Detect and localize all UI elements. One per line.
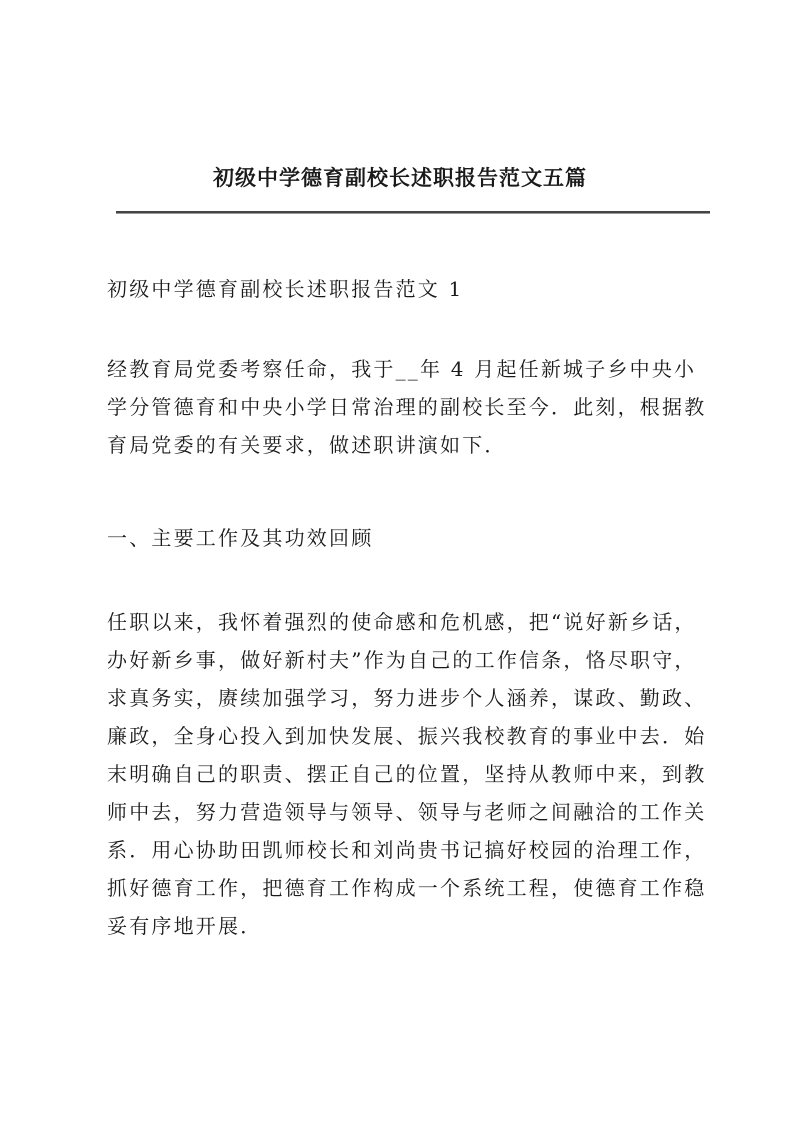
paragraph-intro: 经教育局党委考察任命，我于__年 4 月起任新城子乡中央小学分管德育和中央小学日常治理的副校长至今．此刻，根据教育局党委的有关要求，做述职讲演如下． <box>107 357 707 457</box>
document-title: 初级中学德育副校长述职报告范文五篇 <box>213 165 587 190</box>
section-heading-main-work: 一、主要工作及其功效回顾 <box>107 526 374 550</box>
paragraph-work-summary: 任职以来，我怀着强烈的使命感和危机感，把“说好新乡话，办好新乡事，做好新村夫”作为自己的工作信条，恪尽职守，求真务实，赓续加强学习，努力进步个人涵养，谋政、勤政、廉政，全身心投入到加快发展、振兴我校教育的事业中去．始末明确自己的职责、摆正自己的位置，坚持从教师中来，到教师中去，努力营造领导与领导、领导与老师之间融洽的工作关系．用心协助田凯师校长和刘尚贵书记搞好校园的治理工作，抓好德育工作，把德育工作构成一个系统工程，使德育工作稳妥有序地开展． <box>107 610 707 938</box>
title-divider <box>116 211 710 214</box>
section-subheading: 初级中学德育副校长述职报告范文 1 <box>107 277 464 301</box>
